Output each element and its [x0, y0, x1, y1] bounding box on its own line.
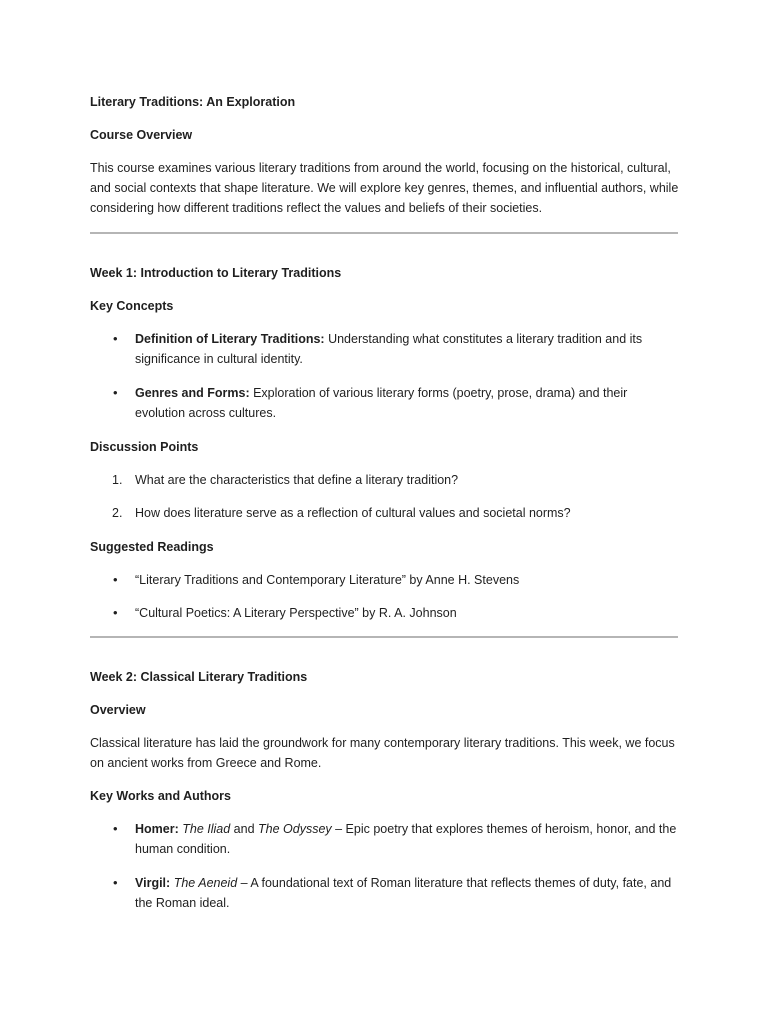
key-works-heading: Key Works and Authors — [90, 789, 231, 803]
concept-term: Definition of Literary Traditions: — [135, 332, 325, 346]
discussion-text: What are the characteristics that define a literary tradition? — [135, 473, 459, 487]
suggested-readings-heading: Suggested Readings — [90, 540, 214, 554]
reading-text: “Literary Traditions and Contemporary Literature” by Anne H. Stevens — [135, 573, 520, 587]
overview-heading: Overview — [90, 703, 146, 717]
concept-text: Exploration of various literary forms (poetry, prose, drama) and their evolution across cultures. — [135, 386, 628, 420]
course-overview-heading: Course Overview — [90, 128, 193, 142]
discussion-text: How does literature serve as a reflection of cultural values and societal norms? — [135, 506, 571, 520]
key-works-list — [90, 819, 680, 913]
bullet-icon: • — [113, 572, 118, 587]
author-name: Virgil: — [135, 876, 171, 890]
list-item — [90, 470, 680, 490]
course-overview-text: This course examines various literary traditions from around the world, focusing on the historical, cultural, and social contexts that shape literature. We will explore key genres, themes, and influential authors, while considering how different traditions reflect the values and beliefs of their societies. — [90, 161, 679, 215]
conjunction-text: and — [230, 822, 259, 836]
list-number: 2. — [112, 506, 123, 520]
concept-text: Understanding what constitutes a literary tradition and its significance in cultural identity. — [135, 332, 643, 366]
document-title: Literary Traditions: An Exploration — [90, 95, 296, 109]
work-description: – A foundational text of Roman literature that reflects themes of duty, fate, and the Roman ideal. — [135, 876, 672, 910]
key-concepts-list — [90, 329, 680, 423]
work-title: The Aeneid — [173, 876, 238, 890]
list-item — [90, 383, 680, 423]
list-item — [90, 329, 680, 369]
bullet-icon: • — [113, 385, 118, 400]
bullet-icon: • — [113, 875, 118, 890]
list-item — [90, 603, 680, 623]
author-name: Homer: — [135, 822, 179, 836]
discussion-points-heading: Discussion Points — [90, 440, 199, 454]
document-body — [90, 93, 680, 913]
bullet-icon: • — [113, 821, 118, 836]
suggested-readings-list — [90, 570, 680, 623]
bullet-icon: • — [113, 331, 118, 346]
discussion-points-list — [90, 470, 680, 523]
bullet-icon: • — [113, 605, 118, 620]
list-item — [90, 503, 680, 523]
overview-text: Classical literature has laid the groundwork for many contemporary literary traditions. This week, we focus on ancient works from Greece and Rome. — [90, 736, 675, 770]
work-title: The Iliad — [182, 822, 231, 836]
work-description: – Epic poetry that explores themes of heroism, honor, and the human condition. — [135, 822, 677, 856]
reading-text: “Cultural Poetics: A Literary Perspective” by R. A. Johnson — [135, 606, 457, 620]
week2-heading: Week 2: Classical Literary Traditions — [90, 670, 308, 684]
list-item — [90, 873, 680, 913]
list-item — [90, 570, 680, 590]
week1-heading: Week 1: Introduction to Literary Traditions — [90, 266, 342, 280]
list-item — [90, 819, 680, 859]
work-title: The Odyssey — [258, 822, 332, 836]
concept-term: Genres and Forms: — [135, 386, 250, 400]
key-concepts-heading: Key Concepts — [90, 299, 174, 313]
list-number: 1. — [112, 473, 123, 487]
